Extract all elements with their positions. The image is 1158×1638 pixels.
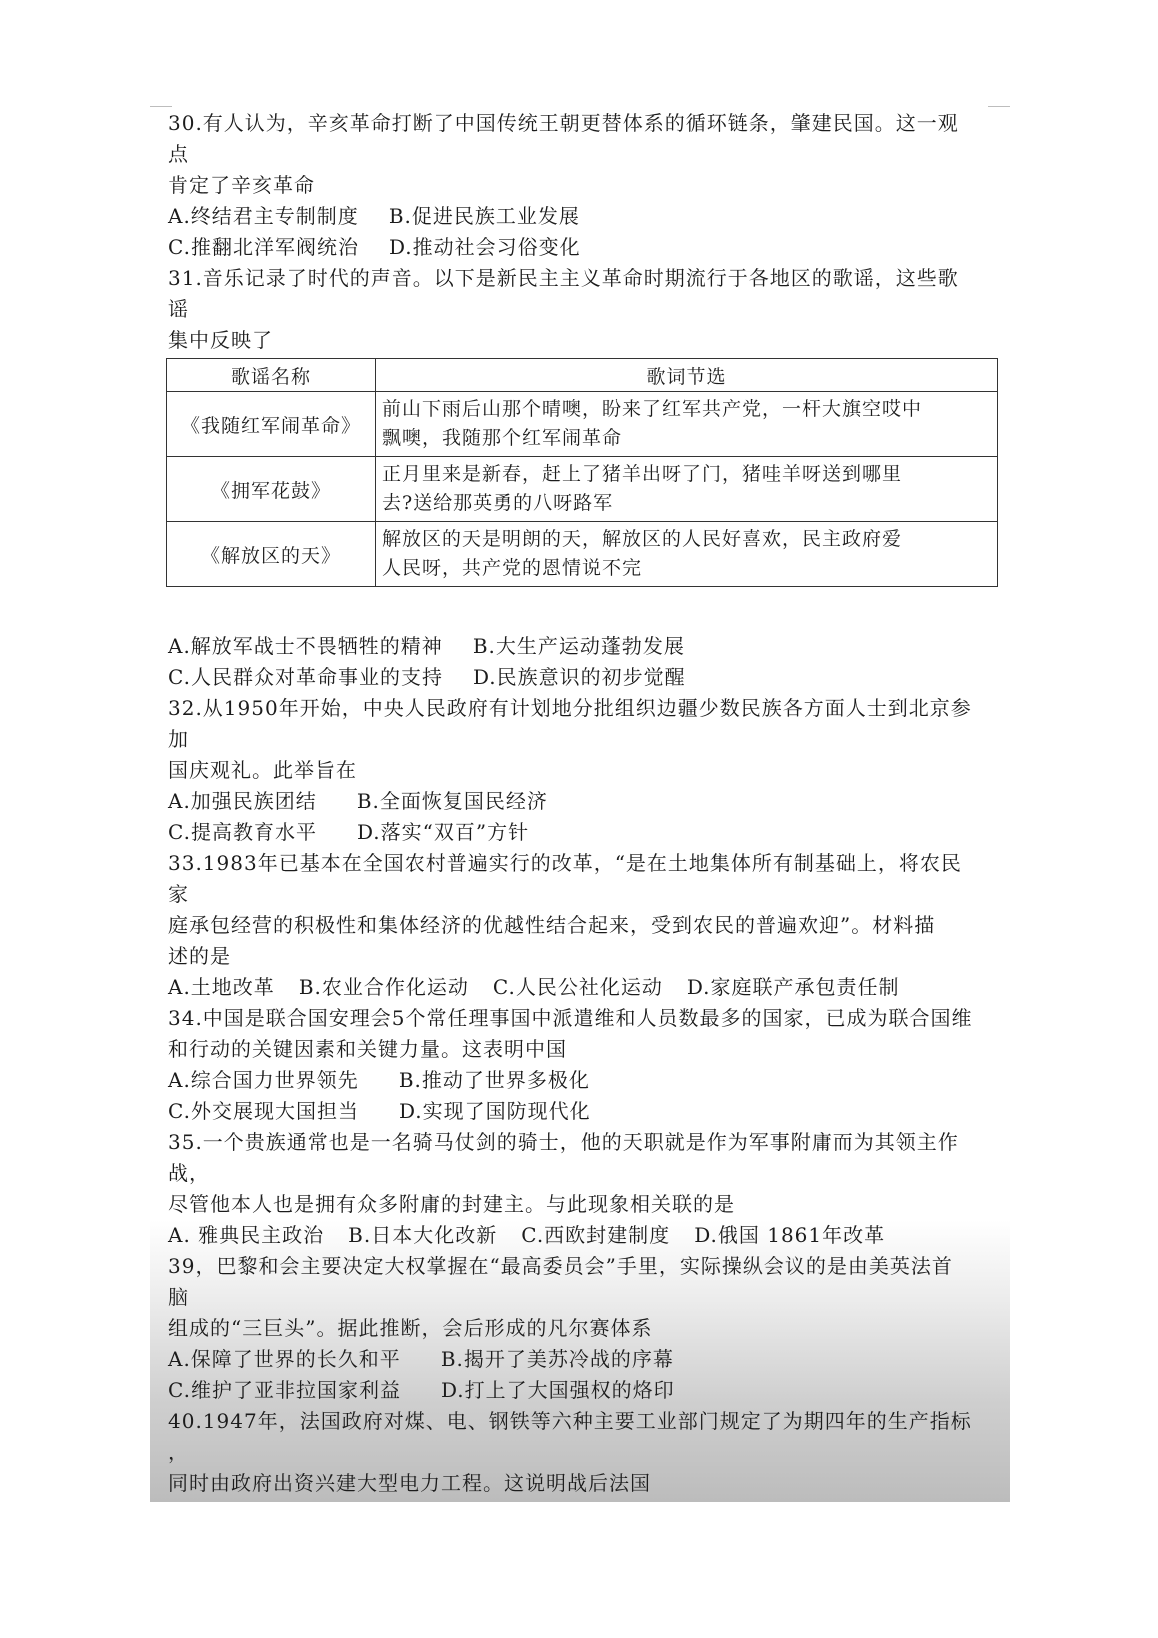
option-d: D.落实“双百”方针 (356, 820, 530, 844)
question-stem-line: 32.从1950年开始，中央人民政府有计划地分批组织边疆少数民族各方面人士到北京参 (168, 696, 972, 720)
question-list (168, 108, 998, 1499)
question-stem-line: 集中反映了 (168, 328, 273, 352)
question-stem-line: 40.1947年，法国政府对煤、电、钢铁等六种主要工业部门规定了为期四年的生产指标 (168, 1409, 972, 1433)
option-b: B.全面恢复国民经济 (356, 789, 548, 813)
option-row (168, 232, 998, 263)
option-b: B.大生产运动蓬勃发展 (472, 634, 685, 658)
option-row (168, 1344, 998, 1375)
option-d: D.家庭联产承包责任制 (686, 975, 900, 999)
option-b: B.揭开了美苏冷战的序幕 (440, 1347, 674, 1371)
lyric-line: 去?送给那英勇的八呀路军 (382, 492, 614, 514)
option-a: A.土地改革 (168, 975, 275, 999)
option-row (168, 662, 998, 693)
question-stem-line: 家 (168, 882, 189, 906)
option-b: B.促进民族工业发展 (388, 204, 580, 228)
option-d: D.推动社会习俗变化 (388, 235, 581, 259)
song-name: 《解放区的天》 (167, 522, 376, 587)
option-c: C.人民公社化运动 (492, 975, 663, 999)
option-row (168, 786, 998, 817)
question-stem-line: 谣 (168, 297, 189, 321)
option-a: A.加强民族团结 (168, 789, 317, 813)
lyric-line: 前山下雨后山那个晴噢，盼来了红军共产党，一杆大旗空哎中 (382, 398, 923, 420)
question-40 (168, 1406, 998, 1499)
question-stem-line: 加 (168, 727, 189, 751)
option-a: A.综合国力世界领先 (168, 1068, 359, 1092)
option-a: A.终结君主专制制度 (168, 204, 359, 228)
question-stem-line: 35.一个贵族通常也是一名骑马仗剑的骑士，他的天职就是作为军事附庸而为其领主作 (168, 1130, 959, 1154)
question-31 (168, 263, 998, 693)
song-lyric (376, 457, 998, 522)
page-corner-mark (988, 106, 1010, 107)
column-header-name: 歌谣名称 (167, 359, 376, 392)
option-b: B.日本大化改新 (348, 1223, 498, 1247)
question-stem-line: 尽管他本人也是拥有众多附庸的封建主。与此现象相关联的是 (168, 1192, 735, 1216)
question-stem-line: 33.1983年已基本在全国农村普遍实行的改革，“是在土地集体所有制基础上，将农民 (168, 851, 962, 875)
option-c: C.推翻北洋军阀统治 (168, 235, 359, 259)
question-stem-line: 述的是 (168, 944, 231, 968)
question-stem-line: 同时由政府出资兴建大型电力工程。这说明战后法国 (168, 1471, 651, 1495)
option-c: C.外交展现大国担当 (168, 1099, 359, 1123)
option-row (168, 972, 998, 1003)
song-name: 《我随红军闹革命》 (167, 392, 376, 457)
question-33 (168, 848, 998, 1003)
question-35 (168, 1127, 998, 1251)
lyric-line: 人民呀，共产党的恩情说不完 (382, 557, 643, 579)
option-row (168, 1220, 998, 1251)
column-header-lyric: 歌词节选 (376, 359, 998, 392)
table-row (167, 522, 998, 587)
question-stem-line: ， (168, 1440, 189, 1464)
option-row (168, 1096, 998, 1127)
option-d: D.俄国 1861年改革 (694, 1223, 886, 1247)
question-30 (168, 108, 998, 263)
option-b: B.推动了世界多极化 (398, 1068, 590, 1092)
song-lyric (376, 522, 998, 587)
question-stem-line: 庭承包经营的积极性和集体经济的优越性结合起来，受到农民的普遍欢迎”。材料描 (168, 913, 936, 937)
question-stem-line: 31.音乐记录了时代的声音。以下是新民主主义革命时期流行于各地区的歌谣，这些歌 (168, 266, 959, 290)
question-stem-line: 和行动的关键因素和关键力量。这表明中国 (168, 1037, 567, 1061)
lyric-line: 飘噢，我随那个红军闹革命 (382, 427, 623, 449)
option-row (168, 201, 998, 232)
question-stem-line: 点 (168, 142, 189, 166)
question-stem-line: 组成的“三巨头”。据此推断，会后形成的凡尔赛体系 (168, 1316, 653, 1340)
option-row (168, 631, 998, 662)
song-name: 《拥军花鼓》 (167, 457, 376, 522)
lyric-line: 正月里来是新春，赶上了猪羊出呀了门，猪哇羊呀送到哪里 (382, 463, 903, 485)
option-d: D.打上了大国强权的烙印 (440, 1378, 675, 1402)
question-stem-line: 39，巴黎和会主要决定大权掌握在“最高委员会”手里，实际操纵会议的是由美英法首 (168, 1254, 953, 1278)
option-a: A.保障了世界的长久和平 (168, 1347, 401, 1371)
question-stem-line: 34.中国是联合国安理会5个常任理事国中派遣维和人员数最多的国家，已成为联合国维 (168, 1006, 973, 1030)
option-d: D.实现了国防现代化 (398, 1099, 591, 1123)
song-table (166, 358, 998, 587)
option-c: C.维护了亚非拉国家利益 (168, 1378, 401, 1402)
option-c: C.提高教育水平 (168, 820, 317, 844)
table-header-row (167, 359, 998, 392)
question-34 (168, 1003, 998, 1127)
option-row (168, 1375, 998, 1406)
exam-page (150, 100, 1010, 1502)
option-c: C.人民群众对革命事业的支持 (168, 665, 443, 689)
option-row (168, 1065, 998, 1096)
option-a: A.解放军战士不畏牺牲的精神 (168, 634, 443, 658)
option-d: D.民族意识的初步觉醒 (472, 665, 686, 689)
question-stem-line: 战， (168, 1161, 210, 1185)
option-row (168, 817, 998, 848)
table-row (167, 457, 998, 522)
question-stem-line: 脑 (168, 1285, 189, 1309)
option-b: B.农业合作化运动 (298, 975, 469, 999)
question-stem-line: 国庆观礼。此举旨在 (168, 758, 357, 782)
question-stem-line: 30.有人认为，辛亥革命打断了中国传统王朝更替体系的循环链条，肇建民国。这一观 (168, 111, 959, 135)
question-39 (168, 1251, 998, 1406)
question-stem-line: 肯定了辛亥革命 (168, 173, 315, 197)
question-32 (168, 693, 998, 848)
song-lyric (376, 392, 998, 457)
page-corner-mark (150, 106, 172, 107)
option-a: A. 雅典民主政治 (168, 1223, 325, 1247)
lyric-line: 解放区的天是明朗的天，解放区的人民好喜欢，民主政府爱 (382, 528, 903, 550)
option-c: C.西欧封建制度 (521, 1223, 671, 1247)
table-row (167, 392, 998, 457)
